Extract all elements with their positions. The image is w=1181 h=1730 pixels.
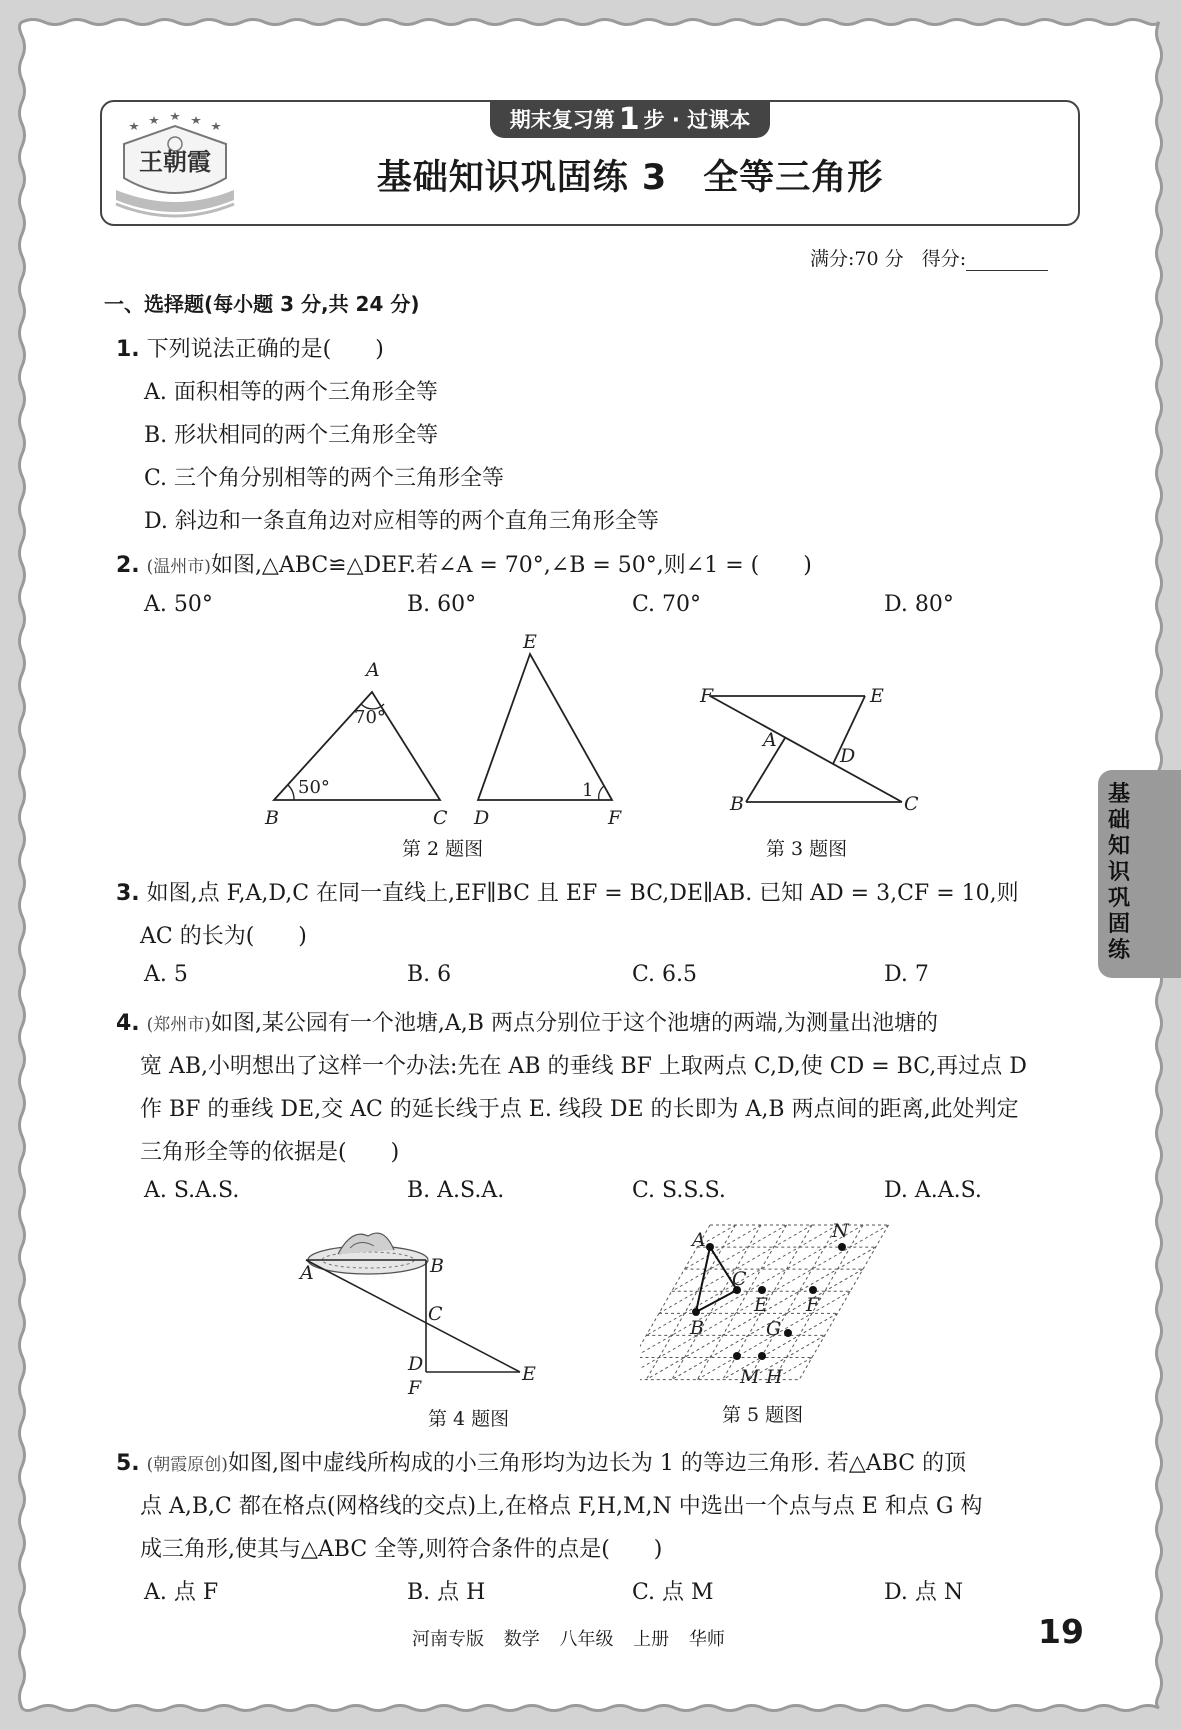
figure-5	[640, 1218, 890, 1393]
figure-3	[690, 672, 930, 822]
q3-option-c[interactable]: C. 6.5	[632, 962, 698, 987]
q5-option-b[interactable]: B. 点 H	[407, 1580, 486, 1605]
triangle-def	[478, 654, 612, 800]
score-blank[interactable]	[966, 250, 1048, 271]
q3-option-d[interactable]: D. 7	[884, 962, 929, 987]
step-tab-number: 1	[618, 101, 640, 137]
q4-stem-text: 如图,某公园有一个池塘,A,B 两点分别位于这个池塘的两端,为测量出池塘的	[210, 1011, 938, 1036]
fig2-caption: 第 2 题图	[402, 838, 484, 860]
side-chapter-tab-label: 基础知识巩固练	[1108, 782, 1131, 963]
pond-illustration	[308, 1233, 428, 1274]
score-label: 得分:	[921, 248, 967, 270]
fig2-label-c: C	[433, 807, 448, 829]
step-tab-suffix: 步 · 过课本	[643, 108, 751, 132]
fig5-label-m: M	[740, 1366, 760, 1388]
fig5-label-n: N	[832, 1220, 849, 1242]
q2-stem	[116, 548, 812, 579]
q2-option-a[interactable]: A. 50°	[144, 592, 213, 617]
q2-number: 2.	[116, 553, 140, 578]
fig5-label-c: C	[732, 1268, 747, 1290]
q4-option-d[interactable]: D. A.A.S.	[884, 1178, 982, 1203]
fig3-caption: 第 3 题图	[766, 838, 848, 860]
q5-stem-text: 如图,图中虚线所构成的小三角形均为边长为 1 的等边三角形. 若△ABC 的顶	[227, 1451, 967, 1476]
page-number: 19	[1038, 1612, 1084, 1651]
q5-stem-line1	[116, 1446, 966, 1477]
q5-stem-line2: 点 A,B,C 都在格点(网格线的交点)上,在格点 F,H,M,N 中选出一个点与点 E 和点 G 构	[140, 1494, 983, 1519]
figure-4	[290, 1218, 550, 1398]
q1-option-d[interactable]: D. 斜边和一条直角边对应相等的两个直角三角形全等	[144, 509, 659, 534]
fig5-label-g: G	[766, 1318, 782, 1340]
fig4-label-c: C	[428, 1303, 443, 1325]
q3-option-a[interactable]: A. 5	[144, 962, 188, 987]
q5-number: 5.	[116, 1451, 140, 1476]
q2-option-b[interactable]: B. 60°	[407, 592, 477, 617]
step-tab	[490, 100, 770, 138]
q4-stem-line1	[116, 1006, 938, 1037]
q4-number: 4.	[116, 1011, 140, 1036]
fig2-angle-a: 70°	[354, 707, 386, 728]
fig3-label-e: E	[870, 685, 884, 707]
q4-stem-line3: 作 BF 的垂线 DE,交 AC 的延长线于点 E. 线段 DE 的长即为 A,B 两点间的距离,此处判定	[140, 1097, 1019, 1122]
q4-option-c[interactable]: C. S.S.S.	[632, 1178, 726, 1203]
fig4-label-a: A	[300, 1262, 314, 1284]
q3-stem-line2: AC 的长为( )	[140, 924, 307, 949]
logo-text: 王朝霞	[139, 147, 211, 176]
fig2-label-a: A	[366, 659, 380, 681]
fig4-label-e: E	[522, 1363, 536, 1385]
q1-option-b[interactable]: B. 形状相同的两个三角形全等	[144, 423, 439, 448]
score-line	[810, 244, 1048, 271]
fig5-label-h: H	[766, 1366, 783, 1388]
fig2-label-f: F	[608, 807, 622, 829]
q5-option-c[interactable]: C. 点 M	[632, 1580, 714, 1605]
brand-logo	[112, 104, 238, 222]
q1-option-a[interactable]: A. 面积相等的两个三角形全等	[144, 380, 438, 405]
fig2-angle-b: 50°	[298, 777, 330, 798]
fig3-label-d: D	[840, 745, 856, 767]
q5-option-a[interactable]: A. 点 F	[144, 1580, 219, 1605]
fig5-caption: 第 5 题图	[722, 1404, 804, 1426]
q1-option-c[interactable]: C. 三个角分别相等的两个三角形全等	[144, 466, 505, 491]
q2-option-d[interactable]: D. 80°	[884, 592, 954, 617]
full-score: 满分:70 分	[810, 248, 904, 270]
fig2-angle-1: 1	[582, 780, 594, 801]
fig3-label-a: A	[763, 729, 777, 751]
q5-source: (朝霞原创)	[146, 1455, 228, 1475]
q3-stem-line1	[116, 876, 1019, 907]
q1-stem-text: 下列说法正确的是( )	[139, 337, 384, 362]
q2-stem-text: 如图,△ABC≌△DEF.若∠A = 70°,∠B = 50°,则∠1 = ( )	[210, 553, 812, 578]
fig4-label-b: B	[430, 1255, 444, 1277]
fig3-label-c: C	[904, 793, 919, 815]
q4-source: (郑州市)	[146, 1015, 211, 1035]
fig3-label-b: B	[730, 793, 744, 815]
q3-option-b[interactable]: B. 6	[407, 962, 452, 987]
fig5-label-a: A	[692, 1229, 706, 1251]
fig3-label-f: F	[700, 685, 714, 707]
q5-option-d[interactable]: D. 点 N	[884, 1580, 964, 1605]
fig5-label-e: E	[754, 1294, 768, 1316]
fig2-label-e: E	[523, 631, 537, 653]
footer-edition: 河南专版 数学 八年级 上册 华师	[412, 1629, 725, 1650]
q2-source: (温州市)	[146, 557, 211, 577]
q4-stem-line4: 三角形全等的依据是( )	[140, 1140, 400, 1165]
figure-2	[260, 630, 630, 830]
q4-option-a[interactable]: A. S.A.S.	[144, 1178, 240, 1203]
fig2-label-b: B	[265, 807, 279, 829]
q1-stem	[116, 332, 384, 363]
q5-stem-line3: 成三角形,使其与△ABC 全等,则符合条件的点是( )	[140, 1537, 663, 1562]
q4-stem-line2: 宽 AB,小明想出了这样一个办法:先在 AB 的垂线 BF 上取两点 C,D,使 CD = BC,再过点 D	[140, 1054, 1027, 1079]
fig4-label-f: F	[408, 1377, 422, 1398]
page-title: 基础知识巩固练 3 全等三角形	[376, 158, 884, 198]
fig4-caption: 第 4 题图	[428, 1408, 510, 1430]
q2-option-c[interactable]: C. 70°	[632, 592, 702, 617]
q3-stem-text: 如图,点 F,A,D,C 在同一直线上,EF∥BC 且 EF = BC,DE∥AB. 已知 AD = 3,CF = 10,则	[139, 881, 1019, 906]
fig5-label-f: F	[806, 1294, 820, 1316]
fig5-label-b: B	[690, 1317, 704, 1339]
step-tab-prefix: 期末复习第	[509, 108, 615, 132]
fig4-label-d: D	[408, 1353, 424, 1375]
q3-number: 3.	[116, 881, 140, 906]
fig2-label-d: D	[474, 807, 490, 829]
q4-option-b[interactable]: B. A.S.A.	[407, 1178, 505, 1203]
q1-number: 1.	[116, 337, 140, 362]
section-heading: 一、选择题(每小题 3 分,共 24 分)	[104, 292, 420, 316]
